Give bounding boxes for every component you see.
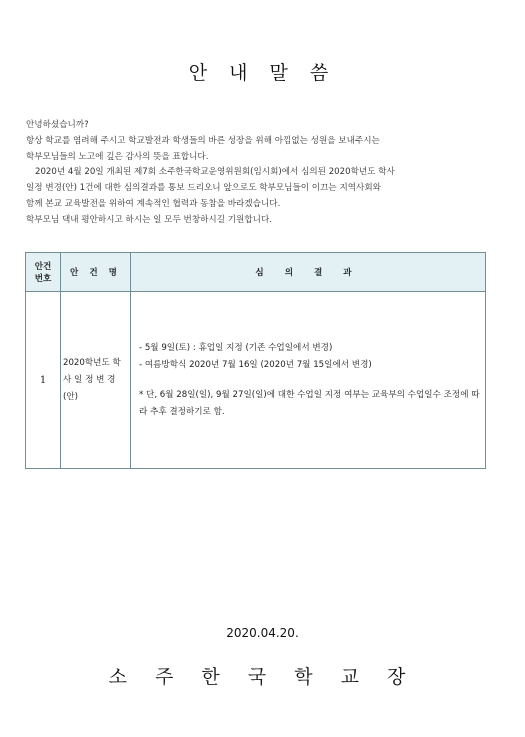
body-line: 함께 본교 교육발전을 위하여 계속적인 협력과 동참을 바라겠습니다.: [26, 198, 281, 209]
deliberation-results-table: [25, 252, 486, 469]
item-number-cell: 1: [26, 292, 61, 469]
result-note: * 단, 6월 28일(일), 9월 27일(일)에 대한 수업일 지정 여부는 교육부의 수업일수 조정에 따라 추후 결정하기로 함.: [139, 389, 480, 417]
body-line: 항상 학교를 염려해 주시고 학교발전과 학생들의 바른 성장을 위해 아낌없는 성원을 보내주시는: [26, 135, 380, 146]
header-result: 심 의 결 과: [131, 253, 486, 292]
body-line: 학부모님들의 노고에 깊은 감사의 뜻을 표합니다.: [26, 151, 209, 162]
body-line: 학부모님 댁내 평안하시고 하시는 일 모두 번창하시길 기원합니다.: [26, 214, 272, 225]
item-name-cell: 2020학년도 학사 일 정 변 경 (안): [61, 292, 131, 469]
greeting: 안녕하셨습니까?: [26, 120, 89, 130]
principal-signature: 소 주 한 국 학 교 장: [108, 666, 417, 688]
table-row: [26, 292, 486, 469]
body-line: 일정 변경(안) 1건에 대한 심의결과를 통보 드리오니 앞으로도 학부모님들이 이끄는 지역사회와: [26, 183, 381, 194]
page-title: 안 내 말 씀: [188, 62, 337, 84]
result-line: - 여름방학식 2020년 7월 16일 (2020년 7월 15일에서 변경): [139, 359, 372, 370]
header-item-name: 안 건 명: [61, 253, 131, 292]
body-line: 2020년 4월 20일 개최된 제7회 소주한국학교운영위원회(임시회)에서 심의된 2020학년도 학사: [35, 167, 395, 178]
result-line: - 5월 9일(토) : 휴업일 지정 (기존 수업일에서 변경): [139, 342, 333, 353]
notice-date: 2020.04.20.: [226, 626, 299, 640]
result-cell: [131, 292, 486, 469]
notice-body: [26, 118, 488, 229]
table-header-row: [26, 253, 486, 292]
header-item-number: 안건 번호: [26, 253, 61, 292]
